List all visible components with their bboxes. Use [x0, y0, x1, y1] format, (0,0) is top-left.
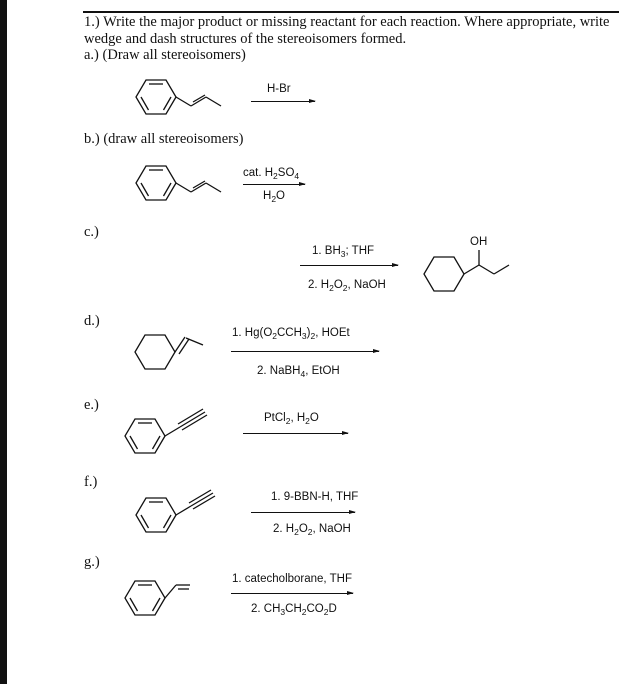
part-g-reagent-1: 1. catecholborane, THF [232, 573, 352, 585]
part-c-reagent-2: 2. $H_2O_2$, NaOH [308, 279, 386, 293]
part-d-reagent-2: 2. NaBH$_4$, EtOH [257, 365, 340, 379]
part-d-label: d.) [84, 313, 100, 329]
question-line-2: wedge and dash structures of the stereoisomers formed. [84, 31, 407, 47]
part-d-reagent-1: 1. $Hg(O_2CCH_3)_2$, HOEt [232, 327, 350, 341]
part-b-reagent-bottom: $H_2O$ [263, 190, 285, 204]
part-a-reagent-1: H-Br [267, 83, 291, 95]
part-f-reagent-2: 2. $H_2O_2$, NaOH [273, 523, 351, 537]
part-e-reagent-1: PtCl$_2$, $H_2O$ [264, 412, 319, 426]
part-c-label: c.) [84, 224, 99, 240]
part-c-reagent-1: 1. $BH_3$; THF [312, 245, 375, 259]
part-c-oh-label: OH [470, 236, 488, 248]
part-g-label: g.) [84, 554, 100, 570]
part-f-label: f.) [84, 474, 98, 490]
part-g-reagent-2: 2. $CH_3CH_2CO_2D$ [251, 603, 337, 617]
part-f-reagent-1: 1. 9-BBN-H, THF [271, 491, 359, 503]
part-a-label: a.) (Draw all stereoisomers) [84, 47, 246, 63]
part-b-reagent-top: cat. $H_2SO_4$ [243, 167, 300, 181]
part-g-arrow [231, 593, 353, 594]
part-b-label: b.) (draw all stereoisomers) [84, 131, 244, 147]
question-line-1: 1.) Write the major product or missing reactant for each reaction. Where appropriate, write [84, 14, 610, 30]
part-e-label: e.) [84, 397, 99, 413]
